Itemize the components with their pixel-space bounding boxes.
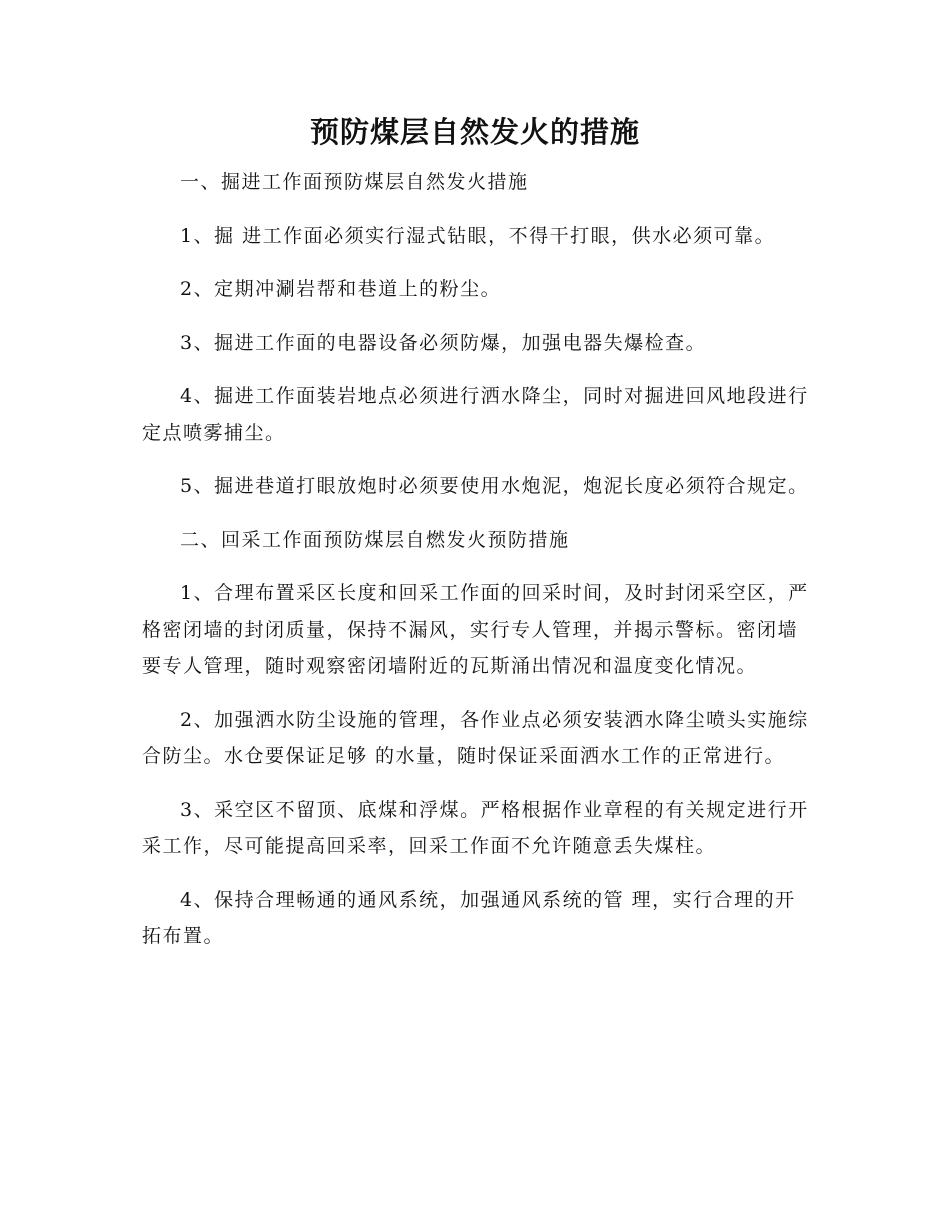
paragraph: 1、掘 进工作面必须实行湿式钻眼，不得干打眼，供水必须可靠。 — [180, 224, 776, 247]
paragraph: 4、掘进工作面装岩地点必须进行洒水降尘，同时对掘进回风地段进行定点喷雾捕尘。 — [142, 385, 809, 444]
paragraph-gap — [142, 685, 810, 702]
paragraph: 5、掘进巷道打眼放炮时必须要使用水炮泥，炮泥长度必须符合规定。 — [180, 475, 809, 497]
paragraph-gap — [142, 254, 810, 271]
paragraph: 1、合理布置采区长度和回采工作面的回采时间，及时封闭采空区，严格密闭墙的封闭质量，保持不漏风，实行专人管理，并揭示警标。密闭墙要专人管理，随时观察密闭墙附近的瓦斯涌出情况和温度变化情况。 — [142, 582, 809, 677]
paragraph-gap — [142, 308, 810, 325]
section-heading-mining-face: 二、回采工作面预防煤层自燃发火预防措施 — [180, 528, 570, 551]
paragraph: 3、采空区不留顶、底煤和浮煤。严格根据作业章程的有关规定进行开采工作，尽可能提高回采率，回采工作面不允许随意丢失煤柱。 — [142, 798, 809, 857]
document-title: 预防煤层自然发火的措施 — [309, 115, 640, 149]
section-heading-excavation: 一、掘进工作面预防煤层自然发火措施 — [180, 171, 529, 193]
paragraph-gap — [142, 201, 810, 218]
paragraph: 2、定期冲涮岩帮和巷道上的粉尘。 — [180, 278, 502, 300]
paragraph-gap — [142, 865, 810, 882]
paragraph-gap — [142, 361, 810, 378]
paragraph-gap — [142, 505, 810, 522]
paragraph-gap — [142, 558, 810, 575]
paragraph: 3、掘进工作面的电器设备必须防爆，加强电器失爆检查。 — [180, 331, 707, 354]
document-body — [142, 164, 810, 955]
paragraph-gap — [142, 775, 810, 792]
paragraph: 2、加强洒水防尘设施的管理，各作业点必须安装洒水降尘喷头实施综合防尘。水仓要保证足够 的水量，随时保证采面洒水工作的正常进行。 — [142, 708, 809, 767]
paragraph-gap — [142, 451, 810, 468]
paragraph: 4、保持合理畅通的通风系统，加强通风系统的管 理，实行合理的开拓布置。 — [142, 888, 796, 947]
